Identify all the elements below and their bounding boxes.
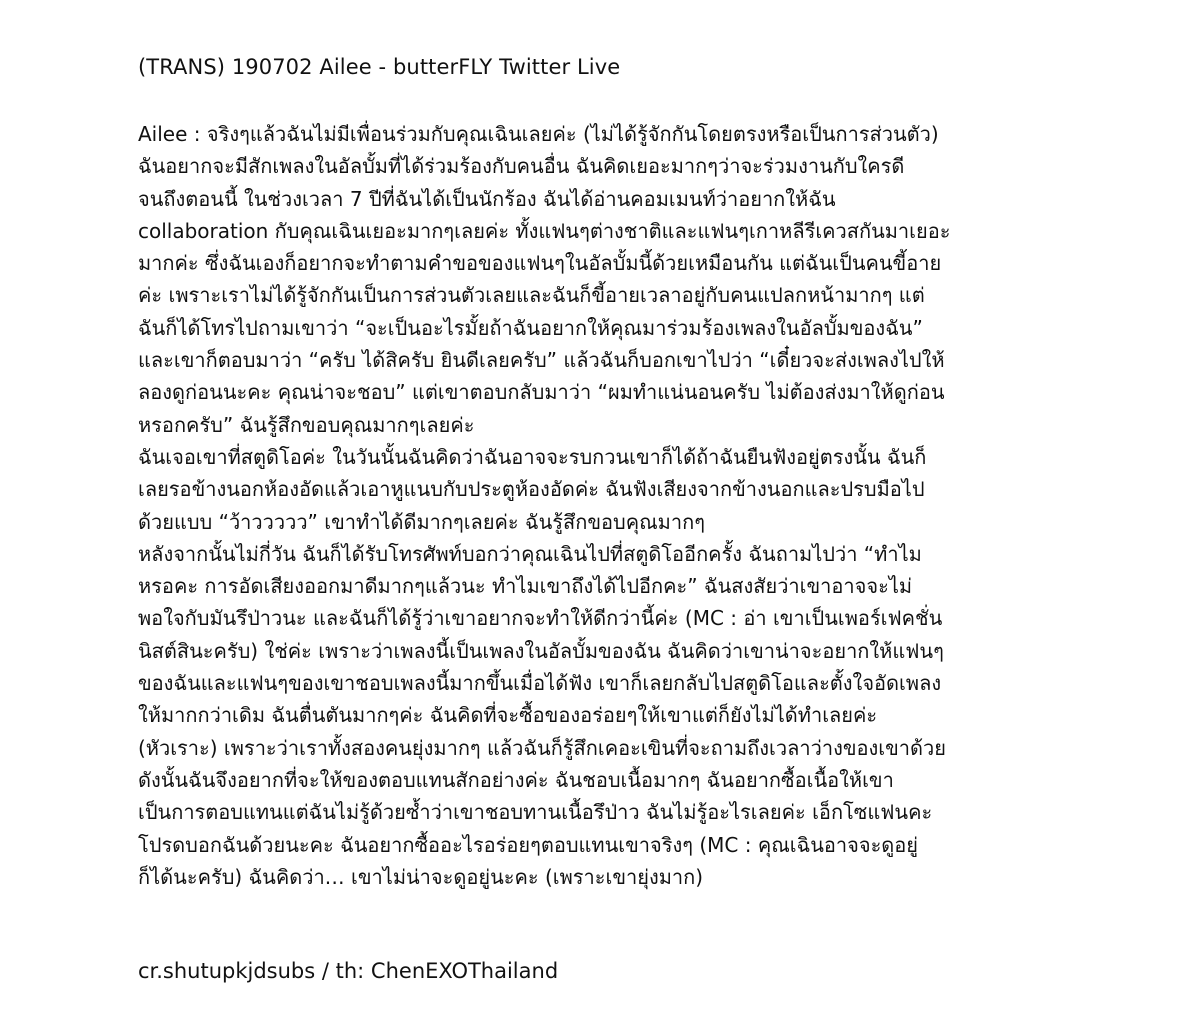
text-line: ลองดูก่อนนะคะ คุณน่าจะชอบ” แต่เขาตอบกลับมาว่า “ผมทำแน่นอนครับ ไม่ต้องส่งมาให้ดูก่อน bbox=[138, 380, 945, 405]
text-line: หรอกครับ” ฉันรู้สึกขอบคุณมากๆเลยค่ะ bbox=[138, 412, 475, 437]
text-line: collaboration กับคุณเฉินเยอะมากๆเลยค่ะ ทั้งแฟนๆต่างชาติและแฟนๆเกาหลีรีเควสกันมาเยอะ bbox=[138, 218, 951, 243]
text-line: โปรดบอกฉันด้วยนะคะ ฉันอยากซื้ออะไรอร่อยๆตอบแทนเขาจริงๆ (MC : คุณเฉินอาจจะดูอยู่ bbox=[138, 832, 919, 857]
text-line: ฉันเจอเขาที่สตูดิโอค่ะ ในวันนั้นฉันคิดว่าฉันอาจจะรบกวนเขาก็ได้ถ้าฉันยืนฟังอยู่ตรงนั้น ฉันก็ bbox=[138, 444, 927, 469]
text-line: (หัวเราะ) เพราะว่าเราทั้งสองคนยุ่งมากๆ แล้วฉันก็รู้สึกเคอะเขินที่จะถามถึงเวลาว่างของเขาด้วย bbox=[138, 735, 946, 760]
text-line: มากค่ะ ซึ่งฉันเองก็อยากจะทำตามคำขอของแฟนๆในอัลบั้มนี้ด้วยเหมือนกัน แต่ฉันเป็นคนขี้อาย bbox=[138, 251, 942, 276]
text-line: ของฉันและแฟนๆของเขาชอบเพลงนี้มากขึ้นเมื่อได้ฟัง เขาก็เลยกลับไปสตูดิโอและตั้งใจอัดเพลง bbox=[138, 671, 942, 696]
translation-body bbox=[138, 118, 1138, 893]
text-line: ฉันก็ได้โทรไปถามเขาว่า “จะเป็นอะไรมั้ยถ้าฉันอยากให้คุณมาร่วมร้องเพลงในอัลบั้มของฉัน” bbox=[138, 315, 923, 340]
text-line: ด้วยแบบ “ว้าววววว” เขาทำได้ดีมากๆเลยค่ะ ฉันรู้สึกขอบคุณมากๆ bbox=[138, 509, 705, 534]
text-line: ฉันอยากจะมีสักเพลงในอัลบั้มที่ได้ร่วมร้องกับคนอื่น ฉันคิดเยอะมากๆว่าจะร่วมงานกับใครดี bbox=[138, 154, 905, 179]
text-line: หลังจากนั้นไม่กี่วัน ฉันก็ได้รับโทรศัพท์บอกว่าคุณเฉินไปที่สตูดิโออีกครั้ง ฉันถามไปว่า “ทำไม bbox=[138, 541, 922, 566]
text-line: Ailee : จริงๆแล้วฉันไม่มีเพื่อนร่วมกับคุณเฉินเลยค่ะ (ไม่ได้รู้จักกันโดยตรงหรือเป็นการส่วนตัว) bbox=[138, 122, 939, 146]
text-line: หรอคะ การอัดเสียงออกมาดีมากๆแล้วนะ ทำไมเขาถึงได้ไปอีกคะ” ฉันสงสัยว่าเขาอาจจะไม่ bbox=[138, 574, 913, 599]
text-line: และเขาก็ตอบมาว่า “ครับ ได้สิครับ ยินดีเลยครับ” แล้วฉันก็บอกเขาไปว่า “เดี๋ยวจะส่งเพลงไปให้ bbox=[138, 348, 945, 373]
text-line: ก็ได้นะครับ) ฉันคิดว่า… เขาไม่น่าจะดูอยู่นะคะ (เพราะเขายุ่งมาก) bbox=[138, 864, 704, 889]
text-line: เลยรอข้างนอกห้องอัดแล้วเอาหูแนบกับประตูห้องอัดค่ะ ฉันฟังเสียงจากข้างนอกและปรบมือไป bbox=[138, 477, 925, 502]
credit-line: cr.shutupkjdsubs / th: ChenEXOThailand bbox=[138, 959, 559, 983]
document-title: (TRANS) 190702 Ailee - butterFLY Twitter Live bbox=[138, 55, 621, 79]
text-line: ดังนั้นฉันจึงอยากที่จะให้ของตอบแทนสักอย่างค่ะ ฉันชอบเนื้อมากๆ ฉันอยากซื้อเนื้อให้เขา bbox=[138, 767, 894, 792]
text-line: พอใจกับมันรึป่าวนะ และฉันก็ได้รู้ว่าเขาอยากจะทำให้ดีกว่านี้ค่ะ (MC : อ่า เขาเป็นเพอร์เฟคชั่น bbox=[138, 606, 943, 631]
text-line: ค่ะ เพราะเราไม่ได้รู้จักกันเป็นการส่วนตัวเลยและฉันก็ขี้อายเวลาอยู่กับคนแปลกหน้ามากๆ แต่ bbox=[138, 283, 925, 308]
text-line: เป็นการตอบแทนแต่ฉันไม่รู้ด้วยซ้ำว่าเขาชอบทานเนื้อรึป่าว ฉันไม่รู้อะไรเลยค่ะ เอ็กโซแฟนคะ bbox=[138, 800, 933, 825]
text-line: นิสต์สินะครับ) ใช่ค่ะ เพราะว่าเพลงนี้เป็นเพลงในอัลบั้มของฉัน ฉันคิดว่าเขาน่าจะอยากให้แฟนๆ bbox=[138, 638, 944, 663]
text-line: จนถึงตอนนี้ ในช่วงเวลา 7 ปีที่ฉันได้เป็นนักร้อง ฉันได้อ่านคอมเมนท์ว่าอยากให้ฉัน bbox=[138, 186, 836, 211]
text-line: ให้มากกว่าเดิม ฉันตื่นตันมากๆค่ะ ฉันคิดที่จะซื้อของอร่อยๆให้เขาแต่ก็ยังไม่ได้ทำเลยค่ะ bbox=[138, 703, 878, 728]
